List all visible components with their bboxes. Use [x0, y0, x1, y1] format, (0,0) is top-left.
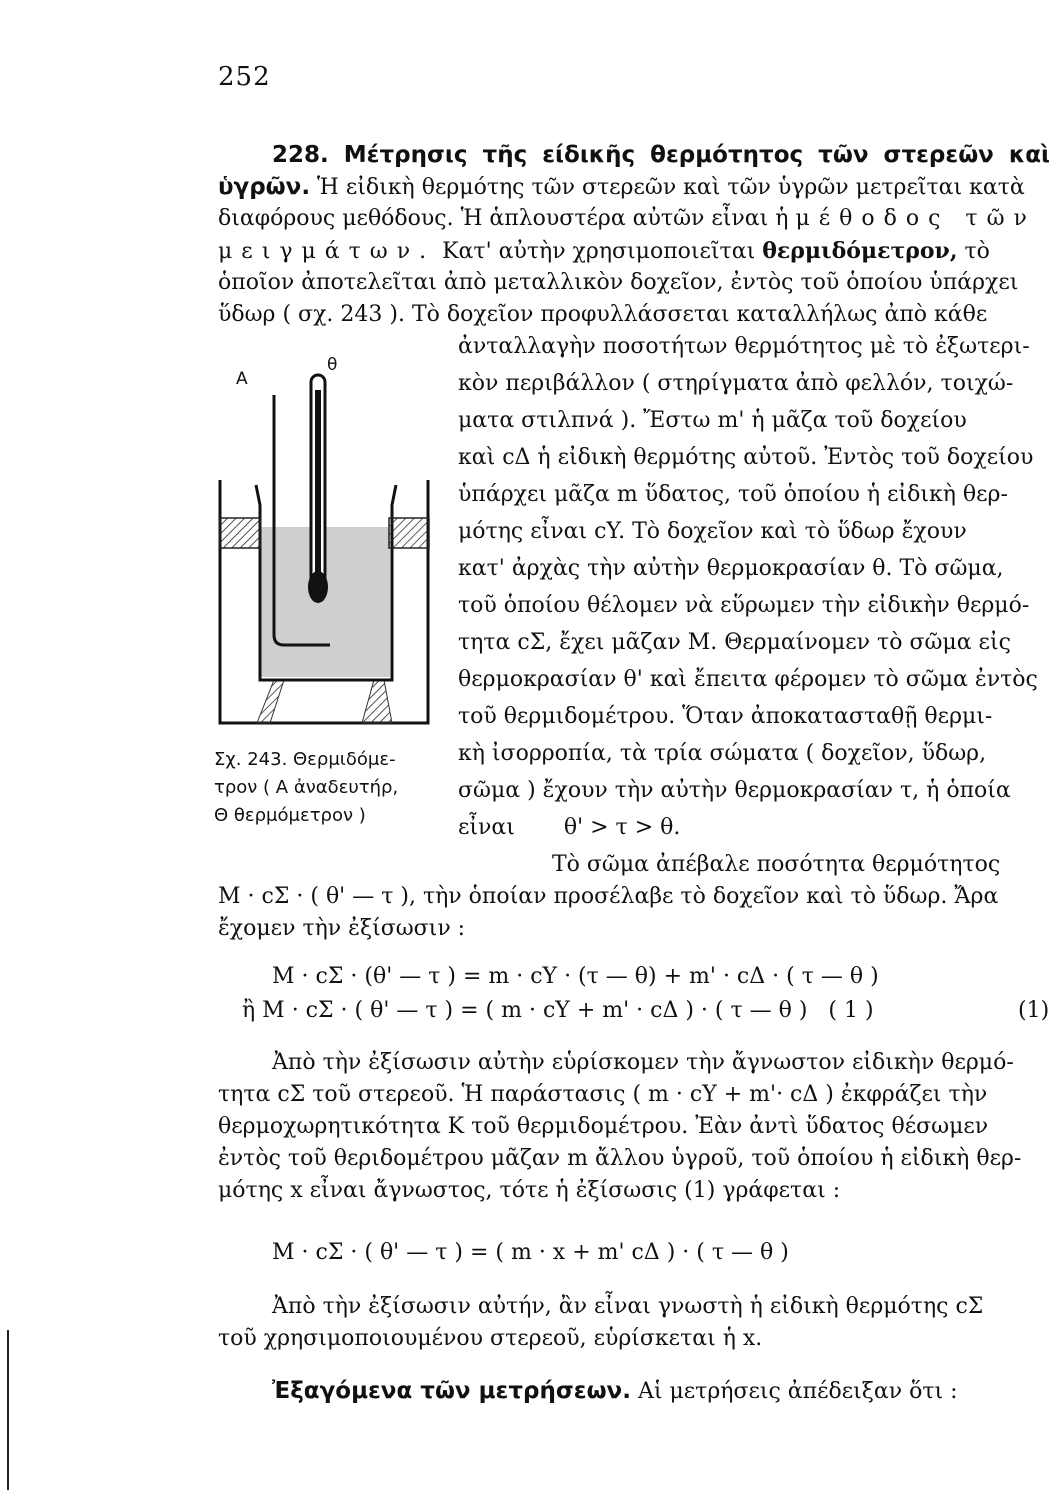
equation-2: ἢ M · cΣ · ( θ' — τ ) = ( m · cY + m' · cΔ ) · ( τ — θ ) ( 1 )	[242, 998, 874, 1023]
label-a: A	[236, 369, 248, 389]
figure-caption-line-1: Σχ. 243. Θερμιδόμε-	[214, 749, 396, 770]
margin-rule	[7, 1330, 9, 1490]
calorimeter-figure	[212, 355, 442, 745]
figure-side-line: ὑπάρχει μᾶζα m ὕδατος, τοῦ ὁποίου ἡ εἰδικὴ θερ-	[458, 482, 1008, 507]
figure-side-line: τητα cΣ, ἔχει μᾶζαν M. Θερμαίνομεν τὸ σῶμα εἰς	[458, 630, 1011, 655]
body-line-4-end: τὸ	[957, 239, 990, 264]
body-line-3	[218, 204, 1050, 234]
figure-side-line: μότης εἶναι cY. Τὸ δοχεῖον καὶ τὸ ὕδωρ ἔχουν	[458, 519, 967, 544]
body-line-4	[218, 236, 1050, 267]
body-line-5: ὁποῖον ἀποτελεῖται ἀπὸ μεταλλικὸν δοχεῖον, ἐντὸς τοῦ ὁποίου ὑπάρχει	[218, 270, 1019, 295]
figure-side-line: ἀνταλλαγὴν ποσοτήτων θερμότητος μὲ τὸ ἐξωτερι-	[458, 334, 1030, 359]
body-line-6: ὕδωρ ( σχ. 243 ). Τὸ δοχεῖον προφυλλάσσεται καταλλήλως ἀπὸ κάθε	[218, 302, 988, 327]
heading-line-2	[218, 172, 1050, 203]
figure-side-line: θερμοκρασίαν θ' καὶ ἔπειτα φέρομεν τὸ σῶμα ἐντὸς	[458, 667, 1038, 692]
figure-side-line: τοῦ ὁποίου θέλομεν νὰ εὕρωμεν τὴν εἰδικὴν θερμό-	[458, 593, 1030, 618]
figure-side-line: ματα στιλπνά ). Ἔστω m' ἡ μᾶζα τοῦ δοχείου	[458, 408, 967, 433]
spaced-term-methodos: μέθοδος τῶν	[795, 206, 1036, 231]
equation-3: M · cΣ · ( θ' — τ ) = ( m · x + m' cΔ ) · ( τ — θ )	[272, 1240, 789, 1265]
heading-line-2-text: Ἡ εἰδικὴ θερμότης τῶν στερεῶν καὶ τῶν ὑγρῶν μετρεῖται κατὰ	[310, 175, 1025, 200]
equation-2-number: (1)	[1018, 998, 1050, 1023]
after-figure-line-3: ἔχομεν τὴν ἐξίσωσιν :	[218, 916, 466, 941]
results-line	[272, 1376, 1050, 1407]
term-thermidometron: θερμιδόμετρον,	[762, 238, 958, 264]
figure-side-line: τοῦ θερμιδομέτρου. Ὅταν ἀποκατασταθῇ θερμι-	[458, 704, 993, 729]
body-line-4-text: Κατ' αὐτὴν χρησιμοποιεῖται	[435, 239, 756, 264]
paragraph-2-line: θερμοχωρητικότητα K τοῦ θερμιδομέτρου. Ἐὰν ἀντὶ ὕδατος θέσωμεν	[218, 1114, 989, 1139]
thermometer-mercury	[315, 390, 321, 585]
figure-side-line: κὴ ἰσορροπία, τὰ τρία σώματα ( δοχεῖον, ὕδωρ,	[458, 741, 987, 766]
figure-side-line: εἶναι θ' > τ > θ.	[458, 815, 681, 840]
after-figure-line-2: M · cΣ · ( θ' — τ ), τὴν ὁποίαν προσέλαβε τὸ δοχεῖον καὶ τὸ ὕδωρ. Ἄρα	[218, 884, 999, 909]
figure-caption-line-3: Θ θερμόμετρον )	[214, 805, 366, 826]
paragraph-3-line: τοῦ χρησιμοποιουμένου στερεοῦ, εὑρίσκεται ἡ x.	[218, 1326, 763, 1351]
section-heading: 228. Μέτρησις τῆς είδικῆς θερμότητος τῶν στερεῶν καὶ	[272, 142, 1050, 168]
cork-support-right	[362, 680, 392, 723]
cork-ring-right	[389, 518, 429, 548]
calorimeter-diagram	[212, 355, 442, 745]
equation-1: M · cΣ · (θ' — τ ) = m · cY · (τ — θ) + m' · cΔ · ( τ — θ )	[272, 964, 879, 989]
paragraph-2-line: τητα cΣ τοῦ στερεοῦ. Ἡ παράστασις ( m · cY + m'· cΔ ) ἐκφράζει τὴν	[218, 1082, 988, 1107]
spaced-term-meigmaton: μειγμάτων.	[218, 239, 436, 264]
paragraph-2-line: μότης x εἶναι ἄγνωστος, τότε ἡ ἐξίσωσις (1) γράφεται :	[218, 1178, 841, 1203]
results-heading: Ἐξαγόμενα τῶν μετρήσεων.	[272, 1378, 631, 1404]
results-text: Αἱ μετρήσεις ἀπέδειξαν ὅτι :	[630, 1379, 958, 1404]
heading-bold-word: ὑγρῶν.	[218, 174, 311, 200]
figure-side-line: καὶ cΔ ἡ εἰδικὴ θερμότης αὐτοῦ. Ἐντὸς τοῦ δοχείου	[458, 445, 1034, 470]
figure-caption-line-2: τρον ( Α ἀναδευτήρ,	[214, 777, 399, 798]
page-number: 252	[218, 62, 271, 92]
thermometer-bulb	[308, 571, 328, 603]
label-theta: θ	[327, 355, 338, 375]
figure-side-line: σῶμα ) ἔχουν τὴν αὐτὴν θερμοκρασίαν τ, ἡ ὁποία	[458, 778, 1011, 803]
figure-side-line: κατ' ἀρχὰς τὴν αὐτὴν θερμοκρασίαν θ. Τὸ σῶμα,	[458, 556, 1004, 581]
paragraph-2-line: ἐντὸς τοῦ θεριδομέτρου μᾶζαν m ἄλλου ὑγροῦ, τοῦ ὁποίου ἡ εἰδικὴ θερ-	[218, 1146, 1022, 1171]
after-figure-line-1: Τὸ σῶμα ἀπέβαλε ποσότητα θερμότητος	[552, 852, 1001, 877]
paragraph-2-line: Ἀπὸ τὴν ἐξίσωσιν αὐτὴν εὑρίσκομεν τὴν ἄγνωστον εἰδικὴν θερμό-	[272, 1050, 1014, 1075]
cork-ring-left	[220, 518, 260, 548]
paragraph-3-line: Ἀπὸ τὴν ἐξίσωσιν αὐτήν, ἂν εἶναι γνωστὴ ἡ εἰδικὴ θερμότης cΣ	[272, 1294, 984, 1319]
body-line-3-text: διαφόρους μεθόδους. Ἡ ἁπλουστέρα αὐτῶν εἶναι ἡ	[218, 206, 789, 231]
figure-side-line: κὸν περιβάλλον ( στηρίγματα ἀπὸ φελλόν, τοιχώ-	[458, 371, 1014, 396]
cork-support-left	[257, 680, 284, 723]
